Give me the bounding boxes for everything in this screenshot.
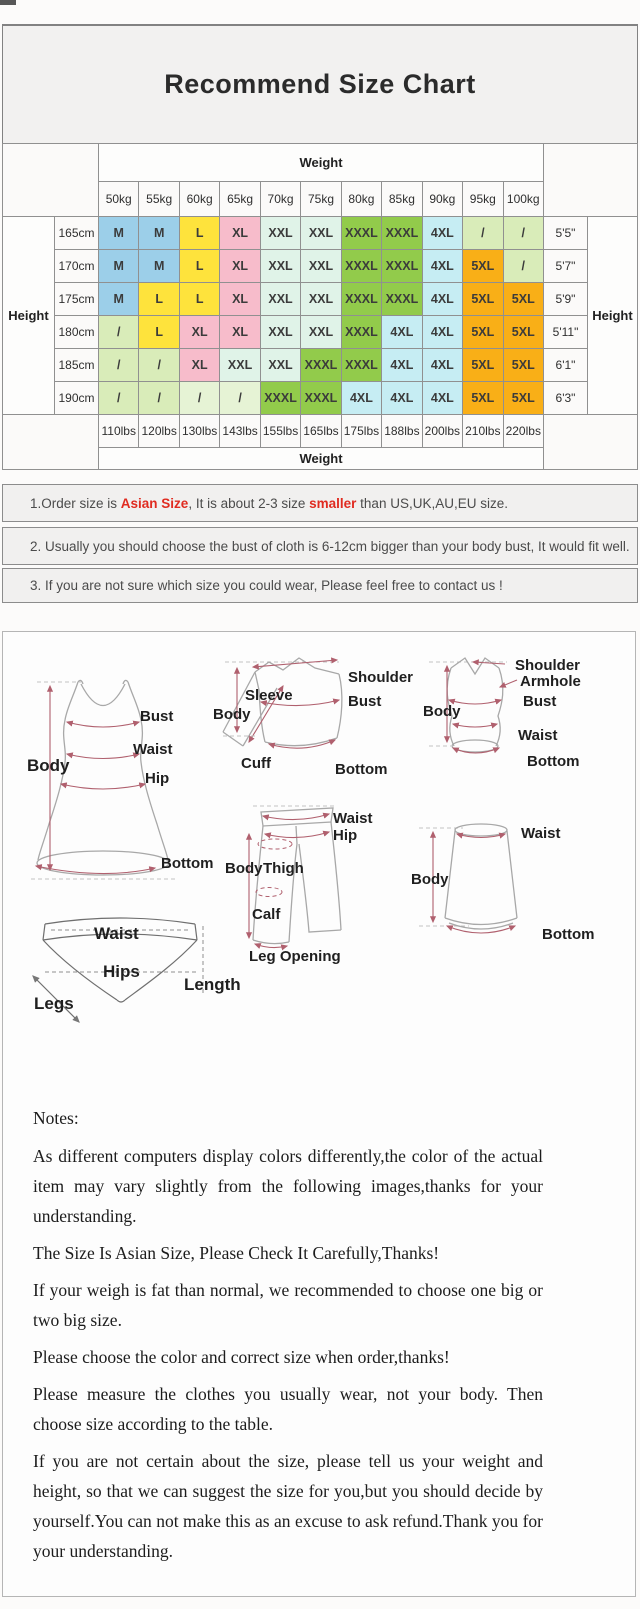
note-paragraph: If your weigh is fat than normal, we recommended to choose one big or two big size. (33, 1280, 543, 1330)
weight-kg-cell: 50kg (99, 182, 139, 217)
size-cell: L (179, 283, 219, 316)
notes-section (3, 1077, 635, 1566)
size-cell: XXXL (301, 382, 341, 415)
size-cell: XXL (260, 250, 300, 283)
height-cm-cell: 175cm (55, 283, 99, 316)
dress-body-label: Body (27, 756, 70, 775)
shirt-shoulder-label: Shoulder (348, 669, 414, 686)
size-cell: / (99, 316, 139, 349)
size-cell: 5XL (503, 349, 543, 382)
height-ft-cell: 6'3" (544, 382, 588, 415)
size-cell: 5XL (463, 382, 503, 415)
weight-kg-cell: 65kg (220, 182, 260, 217)
size-row (3, 316, 638, 349)
notes-paragraphs (33, 1141, 543, 1566)
size-cell: XXXL (341, 250, 381, 283)
vest-waist-label: Waist (518, 727, 558, 744)
table-corner (544, 415, 638, 470)
size-cell: 5XL (463, 250, 503, 283)
size-cell: / (139, 382, 179, 415)
size-cell: XXXL (341, 283, 381, 316)
size-cell: XXL (260, 217, 300, 250)
weight-kg-cell: 85kg (382, 182, 422, 217)
size-cell: 4XL (422, 382, 462, 415)
note-paragraph: If you are not certain about the size, please tell us your weight and height, so that we can suggest the size for you,but you should decide by yourself.You can not make this as an excuse to ask refund.Thank you for your understanding. (33, 1451, 543, 1561)
dress-bottom-label: Bottom (161, 855, 214, 872)
notes-heading: Notes: (33, 1108, 79, 1128)
tip-text-3 (3, 578, 503, 593)
size-cell: XXL (260, 316, 300, 349)
size-cell: L (179, 250, 219, 283)
shirt-body-label: Body (213, 706, 251, 723)
size-table (2, 143, 638, 470)
vest-bottom-label: Bottom (527, 753, 580, 770)
size-cell: XXL (260, 283, 300, 316)
size-cell: M (99, 217, 139, 250)
pants-waist-label: Waist (333, 810, 373, 827)
size-cell: / (179, 382, 219, 415)
size-cell: M (99, 283, 139, 316)
tip-text-1 (3, 496, 508, 511)
pants-calf-label: Calf (252, 906, 281, 923)
height-ft-cell: 5'11" (544, 316, 588, 349)
size-cell: 5XL (463, 283, 503, 316)
weight-header: Weight (99, 144, 544, 182)
size-cell: 4XL (422, 217, 462, 250)
dress-bust-label: Bust (140, 708, 174, 725)
title-box (2, 24, 638, 144)
size-cell: XXXL (260, 382, 300, 415)
size-cell: 5XL (503, 316, 543, 349)
weight-lbs-cell: 165lbs (301, 415, 341, 448)
shirt-bust-label: Bust (348, 693, 382, 710)
size-cell: 4XL (422, 283, 462, 316)
vest-body-label: Body (423, 703, 461, 720)
weight-lbs-cell: 188lbs (382, 415, 422, 448)
weight-lbs-cell: 120lbs (139, 415, 179, 448)
size-cell: / (503, 217, 543, 250)
tip-segment: Asian Size (120, 495, 189, 511)
size-cell: XXXL (382, 250, 422, 283)
tip-segment: 2. Usually you should choose the bust of cloth is 6-12cm bigger than your body bust, It would fit well. (30, 538, 630, 554)
measure-guide-box (2, 631, 636, 1597)
size-cell: 5XL (463, 349, 503, 382)
size-cell: XXXL (382, 283, 422, 316)
weight-kg-cell: 55kg (139, 182, 179, 217)
tip-segment: , It is about 2-3 size (188, 495, 310, 511)
size-cell: 4XL (382, 316, 422, 349)
height-cm-cell: 190cm (55, 382, 99, 415)
size-cell: 4XL (422, 316, 462, 349)
weight-lbs-cell: 130lbs (179, 415, 219, 448)
height-cm-cell: 165cm (55, 217, 99, 250)
size-cell: XL (179, 316, 219, 349)
tip-segment: smaller (309, 495, 357, 511)
vest-bust-label: Bust (523, 693, 557, 710)
table-corner (3, 415, 99, 470)
note-paragraph: As different computers display colors differently,the color of the actual item may vary slightly from the following images,thanks for your understanding. (33, 1146, 543, 1226)
size-cell: M (139, 217, 179, 250)
size-cell: XL (220, 283, 260, 316)
size-cell: 5XL (503, 382, 543, 415)
pants-thigh-label: Thigh (263, 860, 304, 877)
note-paragraph: The Size Is Asian Size, Please Check It Carefully,Thanks! (33, 1243, 440, 1263)
size-cell: M (139, 250, 179, 283)
note-paragraph: Please measure the clothes you usually wear, not your body. Then choose size according to the table. (33, 1384, 543, 1434)
shirt-sleeve-label: Sleeve (245, 687, 293, 704)
size-cell: / (503, 250, 543, 283)
size-cell: / (463, 217, 503, 250)
size-cell: 5XL (503, 283, 543, 316)
skirt-waist-label: Waist (521, 825, 561, 842)
size-row (3, 349, 638, 382)
shirt-bottom-label: Bottom (335, 761, 388, 778)
height-ft-cell: 5'7" (544, 250, 588, 283)
table-corner (3, 144, 99, 217)
size-cell: XXL (301, 217, 341, 250)
size-cell: L (179, 217, 219, 250)
dress-waist-label: Waist (133, 741, 173, 758)
briefs-waist-label: Waist (94, 924, 139, 943)
weight-lbs-cell: 200lbs (422, 415, 462, 448)
briefs-legs-label: Legs (34, 994, 74, 1013)
tip-segment: than US,UK,AU,EU size. (356, 495, 508, 511)
dress-hip-label: Hip (145, 770, 170, 787)
size-cell: XXL (301, 283, 341, 316)
tip-text-2 (3, 539, 630, 554)
tip-segment: 3. If you are not sure which size you could wear, Please feel free to contact us ! (30, 578, 503, 593)
size-cell: XXL (260, 349, 300, 382)
weight-kg-cell: 70kg (260, 182, 300, 217)
tip-segment: 1.Order size is (30, 495, 121, 511)
note-paragraph: Please choose the color and correct size when order,thanks! (33, 1347, 450, 1367)
size-row (3, 283, 638, 316)
height-label-left: Height (3, 217, 55, 415)
size-cell: L (139, 316, 179, 349)
weight-lbs-cell: 175lbs (341, 415, 381, 448)
pants-body-label: Body (225, 860, 263, 877)
pants-leg-opening-label: Leg Opening (249, 948, 341, 965)
size-cell: / (139, 349, 179, 382)
height-cm-cell: 185cm (55, 349, 99, 382)
size-row (3, 250, 638, 283)
size-cell: XXL (301, 316, 341, 349)
weight-lbs-cell: 110lbs (99, 415, 139, 448)
vest-shoulder-label: Shoulder (515, 657, 581, 674)
measurement-diagrams (3, 632, 635, 1077)
size-cell: XXL (220, 349, 260, 382)
size-row (3, 217, 638, 250)
weight-lbs-cell: 143lbs (220, 415, 260, 448)
size-cell: XL (220, 217, 260, 250)
size-cell: M (99, 250, 139, 283)
size-cell: XXXL (341, 217, 381, 250)
briefs-length-label: Length (184, 975, 241, 994)
weight-lbs-cell: 155lbs (260, 415, 300, 448)
size-cell: / (220, 382, 260, 415)
pants-hip-label: Hip (333, 827, 358, 844)
size-cell: XL (220, 316, 260, 349)
tip-contact (2, 568, 638, 603)
size-row (3, 382, 638, 415)
size-cell: / (99, 349, 139, 382)
size-cell: XXXL (301, 349, 341, 382)
weight-kg-cell: 75kg (301, 182, 341, 217)
page-title: Recommend Size Chart (164, 69, 476, 99)
size-cell: XXXL (382, 217, 422, 250)
size-cell: XL (220, 250, 260, 283)
size-cell: XXL (301, 250, 341, 283)
skirt-body-label: Body (411, 871, 449, 888)
height-ft-cell: 5'5" (544, 217, 588, 250)
tip-bust (2, 527, 638, 565)
table-corner (544, 144, 638, 217)
weight-kg-cell: 100kg (503, 182, 543, 217)
weight-lbs-cell: 210lbs (463, 415, 503, 448)
shirt-cuff-label: Cuff (241, 755, 271, 772)
height-cm-cell: 180cm (55, 316, 99, 349)
size-cell: 4XL (422, 250, 462, 283)
size-cell: L (139, 283, 179, 316)
vest-armhole-label: Armhole (520, 673, 581, 690)
weight-footer: Weight (99, 448, 544, 470)
size-cell: XXXL (341, 316, 381, 349)
weight-lbs-cell: 220lbs (503, 415, 543, 448)
size-cell: 4XL (382, 349, 422, 382)
size-cell: 5XL (463, 316, 503, 349)
height-ft-cell: 5'9" (544, 283, 588, 316)
weight-kg-cell: 90kg (422, 182, 462, 217)
height-ft-cell: 6'1" (544, 349, 588, 382)
size-cell: 4XL (382, 382, 422, 415)
size-cell: / (99, 382, 139, 415)
size-cell: 4XL (341, 382, 381, 415)
height-cm-cell: 170cm (55, 250, 99, 283)
corner-artifact (0, 0, 16, 5)
size-cell: XXXL (341, 349, 381, 382)
skirt-bottom-label: Bottom (542, 926, 595, 943)
size-cell: XL (179, 349, 219, 382)
size-cell: 4XL (422, 349, 462, 382)
briefs-hips-label: Hips (103, 962, 140, 981)
weight-kg-cell: 80kg (341, 182, 381, 217)
weight-kg-cell: 60kg (179, 182, 219, 217)
height-label-right: Height (588, 217, 638, 415)
weight-kg-cell: 95kg (463, 182, 503, 217)
tip-asian-size (2, 484, 638, 522)
